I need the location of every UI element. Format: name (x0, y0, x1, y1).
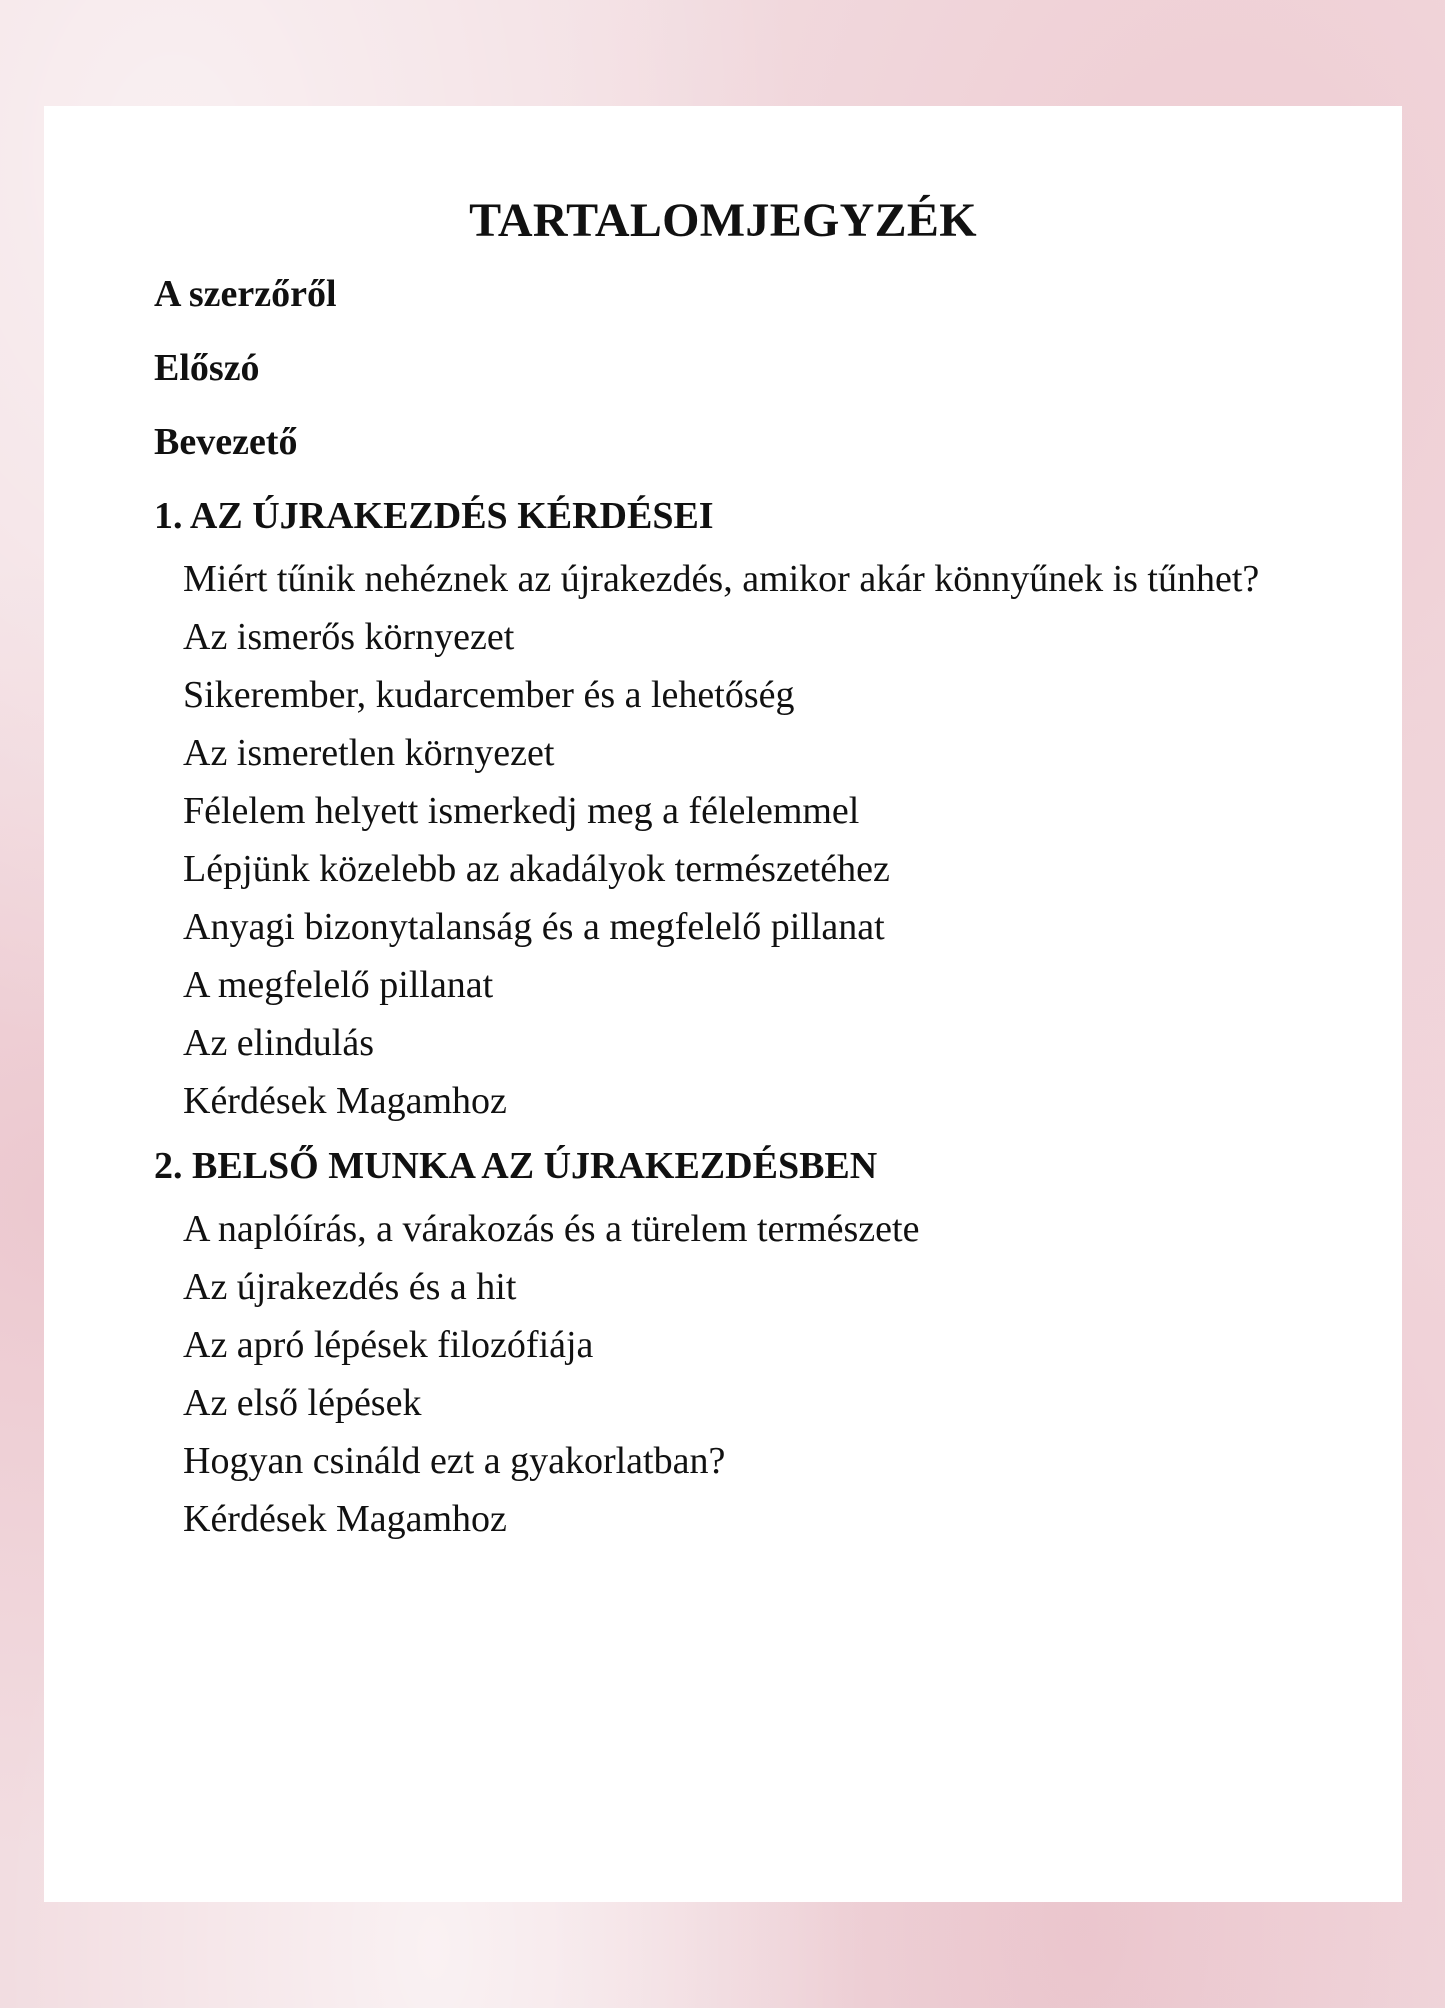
toc-section-item[interactable]: A megfelelő pillanat (183, 964, 494, 1006)
toc-section-item[interactable]: Az ismerős környezet (183, 616, 515, 658)
toc-section-item[interactable]: Kérdések Magamhoz (183, 1080, 507, 1122)
toc-entry-introduction[interactable]: Bevezető (154, 421, 298, 463)
toc-section-item[interactable]: Miért tűnik nehéznek az újrakezdés, amikor akár könnyűnek is tűnhet? (183, 558, 1260, 600)
toc-section-item[interactable]: Hogyan csináld ezt a gyakorlatban? (183, 1440, 726, 1482)
toc-section-item[interactable]: Az újrakezdés és a hit (183, 1266, 517, 1308)
toc-entry-foreword[interactable]: Előszó (154, 347, 260, 389)
document-page (44, 106, 1402, 1902)
toc-section-item[interactable]: Az apró lépések filozófiája (183, 1324, 594, 1366)
chapter-2-heading[interactable]: 2. BELSŐ MUNKA AZ ÚJRAKEZDÉSBEN (154, 1145, 878, 1187)
page-title: TARTALOMJEGYZÉK (469, 194, 977, 247)
toc-section-item[interactable]: Lépjünk közelebb az akadályok természetéhez (183, 848, 890, 890)
toc-section-item[interactable]: Anyagi bizonytalanság és a megfelelő pillanat (183, 906, 885, 948)
toc-entry-author[interactable]: A szerzőről (154, 273, 337, 315)
chapter-2-section-list (154, 1206, 1304, 1542)
toc-section-item[interactable]: Kérdések Magamhoz (183, 1498, 507, 1540)
toc-section-item[interactable]: A naplóírás, a várakozás és a türelem természete (183, 1208, 920, 1250)
toc-section-item[interactable]: Az elindulás (183, 1022, 375, 1064)
chapter-1-heading[interactable]: 1. AZ ÚJRAKEZDÉS KÉRDÉSEI (154, 495, 714, 537)
toc-section-item[interactable]: Félelem helyett ismerkedj meg a félelemmel (183, 790, 860, 832)
toc-section-item[interactable]: Az első lépések (183, 1382, 422, 1424)
toc-section-item[interactable]: Az ismeretlen környezet (183, 732, 555, 774)
table-of-contents (154, 266, 1304, 1556)
toc-section-item[interactable]: Sikerember, kudarcember és a lehetőség (183, 674, 795, 716)
chapter-1-section-list (154, 556, 1304, 1124)
